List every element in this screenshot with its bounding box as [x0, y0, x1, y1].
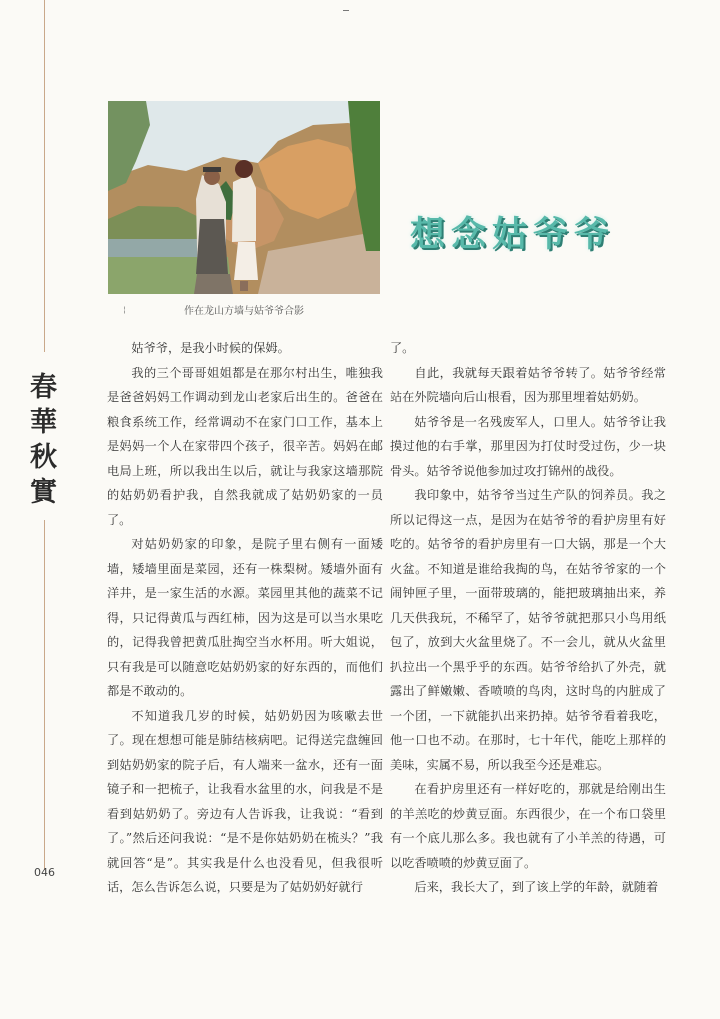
- paragraph: 自此，我就每天跟着姑爷爷转了。姑爷爷经常站在外院墙向后山根看，因为那里埋着姑奶奶。: [390, 365, 666, 404]
- print-mark: [343, 10, 349, 11]
- photo-caption: 作在龙山方墙与姑爷爷合影: [184, 306, 304, 317]
- side-rule-bottom: [44, 520, 45, 870]
- paragraph: 对姑奶奶家的印象，是院子里右侧有一面矮墙，矮墙里面是菜园，还有一株梨树。矮墙外面有洋井，是一家生活的水源。菜园里其他的蔬菜不记得，只记得黄瓜与西红柿，因为这是可以当水果吃的，记得我曾把黄瓜肚掏空当水杯用。听大姐说，只有我是可以随意吃姑奶奶家的好东西的，而他们都是不敢动的。: [107, 537, 383, 698]
- page-number: 046: [34, 866, 55, 879]
- article-photo: [108, 101, 380, 294]
- photo-illustration: [108, 101, 380, 294]
- paragraph: 在看护房里还有一样好吃的，那就是给刚出生的羊羔吃的炒黄豆面。东西很少，在一个布口袋里有一个底儿那么多。我也就有了小羊羔的待遇，可以吃香喷喷的炒黄豆面了。: [390, 782, 666, 870]
- paragraph: 我的三个哥哥姐姐都是在那尔村出生，唯独我是爸爸妈妈工作调动到龙山老家后出生的。爸爸在粮食系统工作，经常调动不在家门口工作，基本上是妈妈一个人在家带四个孩子，很辛苦。妈妈在邮电局上班，所以我出生以后，就让与我家这墙那院的姑奶奶看护我，自然我就成了姑奶奶家的一员了。: [107, 365, 383, 527]
- paragraph: 姑爷爷是一名残废军人，口里人。姑爷爷让我摸过他的右手掌，那里因为打仗时受过伤，少一块骨头。姑爷爷说他参加过攻打锦州的战役。: [390, 414, 666, 478]
- paragraph: 后来，我长大了，到了该上学的年龄，就随着: [414, 880, 659, 894]
- right-text-column: [390, 336, 666, 900]
- paragraph-continuation: 了。: [390, 341, 415, 355]
- paragraph: 不知道我几岁的时候，姑奶奶因为咳嗽去世了。现在想想可能是肺结核病吧。记得送完盘缠回到姑奶奶家的院子后，有人端来一盆水，还有一面镜子和一把梳子，让我看水盆里的水，问我是不是看到姑奶奶了。旁边有人告诉我，让我说：“看到了。”然后还问我说：“是不是你姑奶奶在梳头？”我就回答“是”。其实我是什么也没看见，但我很听话，怎么告诉怎么说，只要是为了姑奶奶好就行: [107, 708, 383, 894]
- left-text-column: [107, 336, 383, 900]
- section-title: 春華秋實: [25, 372, 56, 512]
- paragraph: 姑爷爷，是我小时候的保姆。: [131, 341, 290, 355]
- caption-mark: ¦: [123, 305, 126, 314]
- article-headline: 想念姑爷爷: [410, 214, 616, 255]
- side-rule-top: [44, 0, 45, 352]
- paragraph: 我印象中，姑爷爷当过生产队的饲养员。我之所以记得这一点，是因为在姑爷爷的看护房里有好吃的。姑爷爷的看护房里有一口大锅，那是一个大火盆。不知道是谁给我掏的鸟，在姑爷爷家的一个闹钟匣子里，一面带玻璃的，能把玻璃抽出来，养几天供我玩，不稀罕了，姑爷爷就把那只小鸟用纸包了，放到大火盆里烧了。不一会儿，就从火盆里扒拉出一个黑乎乎的东西。姑爷爷给扒了外壳，就露出了鲜嫩嫩、香喷喷的鸟肉，这时鸟的内脏成了一个团，一下就能扒出来扔掉。姑爷爷看着我吃，他一口也不动。在那时，七十年代，能吃上那样的美味，实属不易，所以我至今还是难忘。: [390, 488, 666, 772]
